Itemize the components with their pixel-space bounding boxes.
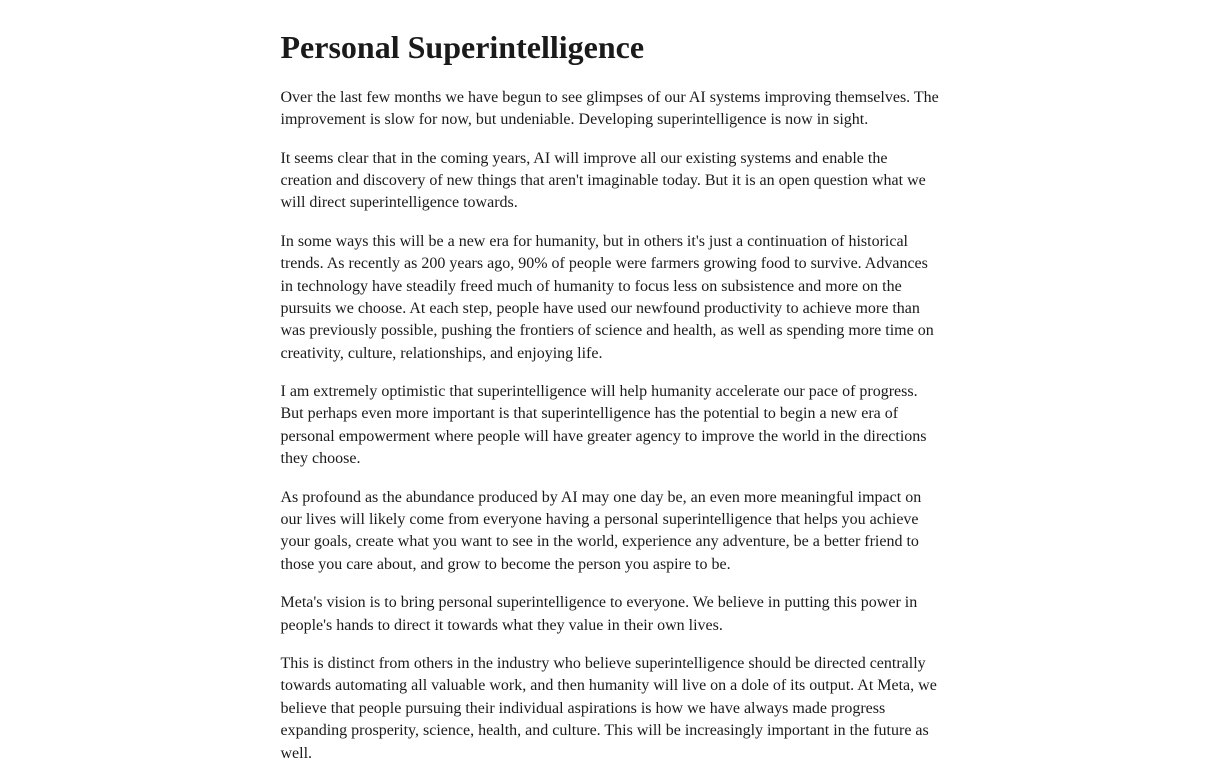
paragraph: Meta's vision is to bring personal superintelligence to everyone. We believe in putting this power in people's hands to direct it towards what they value in their own lives.	[280, 594, 918, 634]
paragraph: Over the last few months we have begun to see glimpses of our AI systems improving themselves. The improvement is slow for now, but undeniable. Developing superintelligence is now in sight.	[280, 88, 939, 129]
paragraph: This is distinct from others in the industry who believe superintelligence should be directed centrally towards automating all valuable work, and then humanity will live on a dole of its output. At Meta, we believe that people pursuing their individual aspirations is how we have always made progress expanding prosperity, science, health, and culture. This will be increasingly important in the future as well.	[280, 655, 937, 762]
paragraph: It seems clear that in the coming years, AI will improve all our existing systems and enable the creation and discovery of new things that aren't imaginable today. But it is an open question what we will direct superintelligence towards.	[280, 149, 926, 212]
paragraph: I am extremely optimistic that superintelligence will help humanity accelerate our pace of progress. But perhaps even more important is that superintelligence has the potential to begin a new era of personal empowerment where people will have greater agency to improve the world in the directions they choose.	[280, 383, 927, 468]
paragraph: As profound as the abundance produced by AI may one day be, an even more meaningful impact on our lives will likely come from everyone having a personal superintelligence that helps you achieve your goals, create what you want to see in the world, experience any adventure, be a better friend to those you care about, and grow to become the person you aspire to be.	[280, 488, 922, 573]
article-body	[281, 87, 941, 765]
article	[281, 0, 941, 765]
paragraph: In some ways this will be a new era for humanity, but in others it's just a continuation of historical trends. As recently as 200 years ago, 90% of people were farmers growing food to survive. Advances in technology have steadily freed much of humanity to focus less on subsistence and more on the pursuits we choose. At each step, people have used our newfound productivity to achieve more than was previously possible, pushing the frontiers of science and health, as well as spending more time on creativity, culture, relationships, and enjoying life.	[280, 232, 934, 362]
article-title: Personal Superintelligence	[280, 29, 645, 65]
